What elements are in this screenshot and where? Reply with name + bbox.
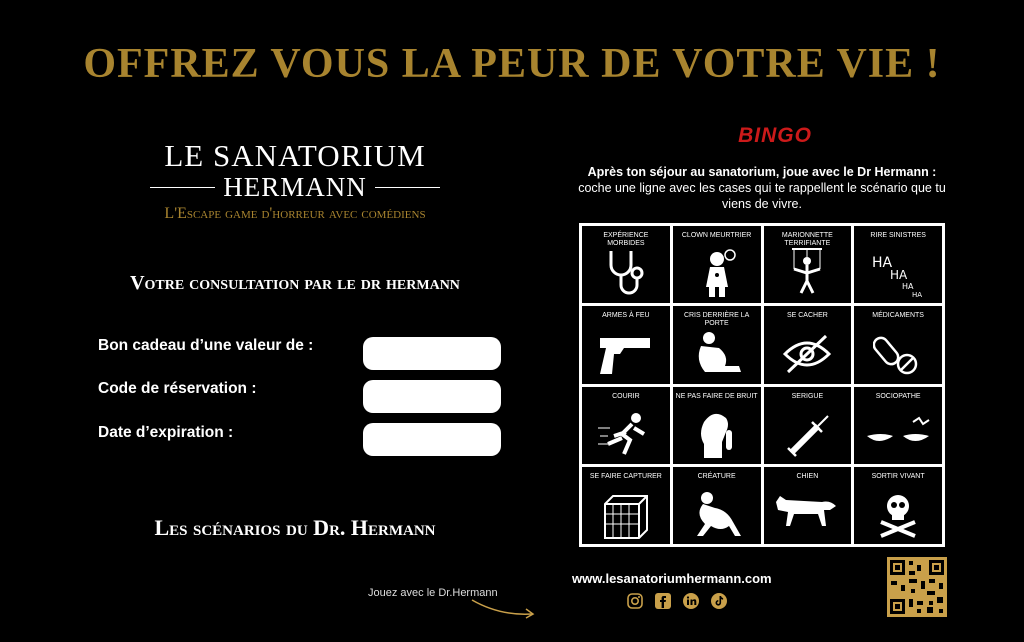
bingo-cell-label: EXPÉRIENCE MORBIDES [603,232,649,247]
bingo-cell[interactable] [854,306,942,383]
bingo-cell-label: CRIS DERRIÈRE LA PORTE [683,312,750,328]
bingo-cell[interactable] [673,387,761,464]
brand-title-line2-row [150,172,440,202]
instagram-icon[interactable] [626,592,644,610]
bingo-cell-label: SE CACHER [786,312,828,320]
facebook-icon[interactable] [654,592,672,610]
bingo-cell[interactable] [673,467,761,544]
brand-divider-right [375,187,440,188]
curved-arrow-icon [470,598,538,624]
bingo-cell-label: NE PAS FAIRE DE BRUIT [675,392,758,400]
linkedin-icon[interactable] [682,592,700,610]
stethoscope-icon [601,247,651,299]
booking-code-label: Code de réservation : [98,380,257,397]
bingo-cell-label: SERIGUE [791,392,824,400]
gift-value-label: Bon cadeau d’une valeur de : [98,337,314,354]
bingo-cell-label: MARIONNETTE TERRIFIANTE [781,232,833,247]
bingo-cell[interactable] [673,226,761,303]
expiry-date-label: Date d’expiration : [98,424,234,441]
gun-icon [596,328,656,380]
consultation-title: Votre consultation par le dr hermann [130,272,460,294]
skull-crossbones-icon [873,488,923,540]
bingo-cell[interactable] [854,387,942,464]
svg-text:HA: HA [912,291,923,300]
brand-title-line1: LE SANATORIUM [164,138,426,173]
bingo-cell[interactable] [582,226,670,303]
bingo-description-bold: Après ton séjour au sanatorium, joue avec le Dr Hermann : [587,165,937,179]
eye-slash-icon [782,328,832,380]
bingo-description [570,164,954,212]
cage-icon [601,488,651,540]
dog-icon [772,488,842,540]
bingo-cell-label: RIRE SINISTRES [870,232,926,239]
creature-icon [687,488,747,540]
bingo-title: BINGO [738,124,812,147]
bingo-cell-label: ARMES À FEU [602,312,650,320]
bingo-cell[interactable] [582,467,670,544]
expiry-date-field[interactable] [363,423,501,456]
qr-code-icon[interactable] [887,557,947,617]
bingo-cell-label: CHIEN [796,472,819,480]
bingo-cell-label: CLOWN MEURTRIER [681,232,752,239]
pills-icon [873,328,923,380]
shush-icon [692,408,742,460]
bingo-cell-label: SE FAIRE CAPTURER [589,472,662,480]
brand-title-line2: HERMANN [223,171,367,202]
bingo-description-rest: coche une ligne avec les cases qui te rappellent le scénario que tu viens de vivre. [578,181,946,211]
play-text: Jouez avec le Dr.Hermann [368,587,498,599]
bingo-cell[interactable] [854,226,942,303]
bingo-cell[interactable] [764,387,852,464]
svg-text:HA: HA [872,255,893,272]
haha-icon [868,247,928,299]
scenarios-title: Les scénarios du Dr. Hermann [154,515,436,540]
bingo-cell-label: SORTIR VIVANT [871,472,925,480]
bingo-cell-label: CRÉATURE [697,472,736,480]
crouching-person-icon [687,328,747,380]
bingo-cell[interactable] [764,467,852,544]
brand-tagline: L'Escape game d'horreur avec comédiens [164,205,426,222]
bingo-cell-label: SOCIOPATHE [875,392,921,400]
bingo-cell[interactable] [764,226,852,303]
svg-text:HA: HA [902,282,914,292]
bingo-cell-label: COURIR [612,392,640,400]
runner-icon [596,408,656,460]
website-link[interactable]: www.lesanatoriumhermann.com [572,571,772,586]
svg-text:HA: HA [890,268,908,283]
social-icons [626,592,728,610]
tiktok-icon[interactable] [710,592,728,610]
brand-divider-left [150,187,215,188]
puppet-icon [782,247,832,299]
bingo-cell[interactable] [582,387,670,464]
bingo-cell-label: MÉDICAMENTS [872,312,924,320]
booking-code-field[interactable] [363,380,501,413]
syringe-icon [782,408,832,460]
headline: OFFREZ VOUS LA PEUR DE VOTRE VIE ! [83,41,941,87]
bingo-grid [579,223,945,547]
bingo-cell[interactable] [764,306,852,383]
angry-eyes-icon [863,408,933,460]
bingo-cell[interactable] [582,306,670,383]
gift-value-field[interactable] [363,337,501,370]
clown-icon [692,247,742,299]
bingo-cell[interactable] [854,467,942,544]
bingo-cell[interactable] [673,306,761,383]
